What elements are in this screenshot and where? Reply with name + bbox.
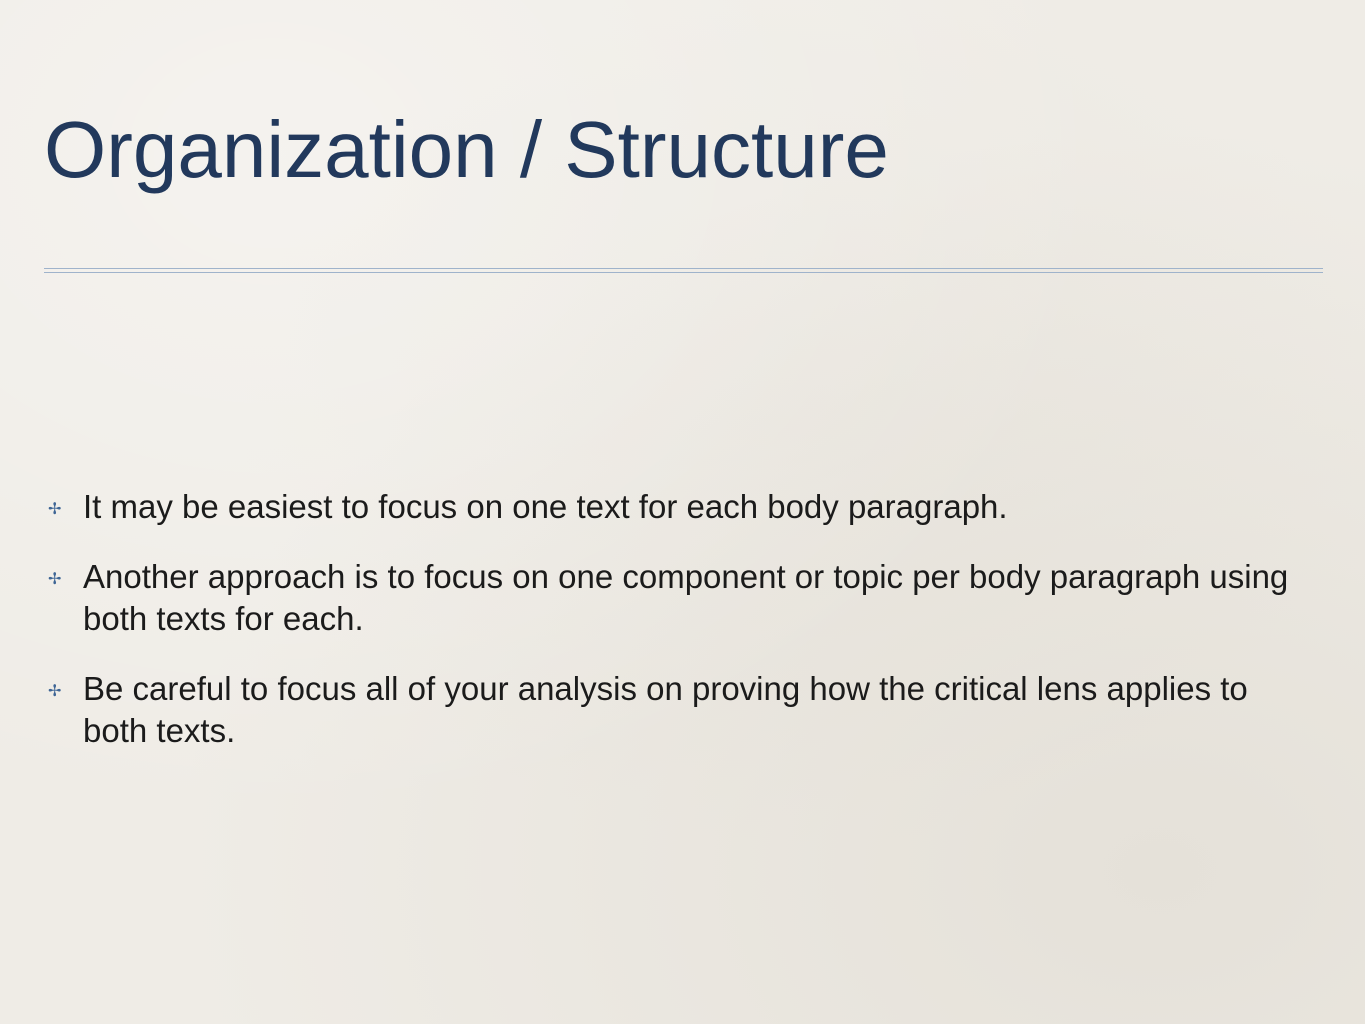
- bullet-item: [48, 556, 1318, 640]
- bullet-text: It may be easiest to focus on one text for each body paragraph.: [83, 488, 1008, 525]
- bullet-item: [48, 668, 1318, 752]
- bullet-item: [48, 486, 1318, 528]
- bullet-cross-icon: ✢: [48, 569, 62, 588]
- bullet-text: Be careful to focus all of your analysis on proving how the critical lens applies to both texts.: [83, 670, 1248, 749]
- slide-title: Organization / Structure: [44, 105, 889, 194]
- bullet-text: Another approach is to focus on one component or topic per body paragraph using both texts for each.: [83, 558, 1289, 637]
- bullet-list: [48, 486, 1318, 780]
- bullet-cross-icon: ✢: [48, 681, 62, 700]
- title-divider: [44, 268, 1323, 273]
- bullet-cross-icon: ✢: [48, 499, 62, 518]
